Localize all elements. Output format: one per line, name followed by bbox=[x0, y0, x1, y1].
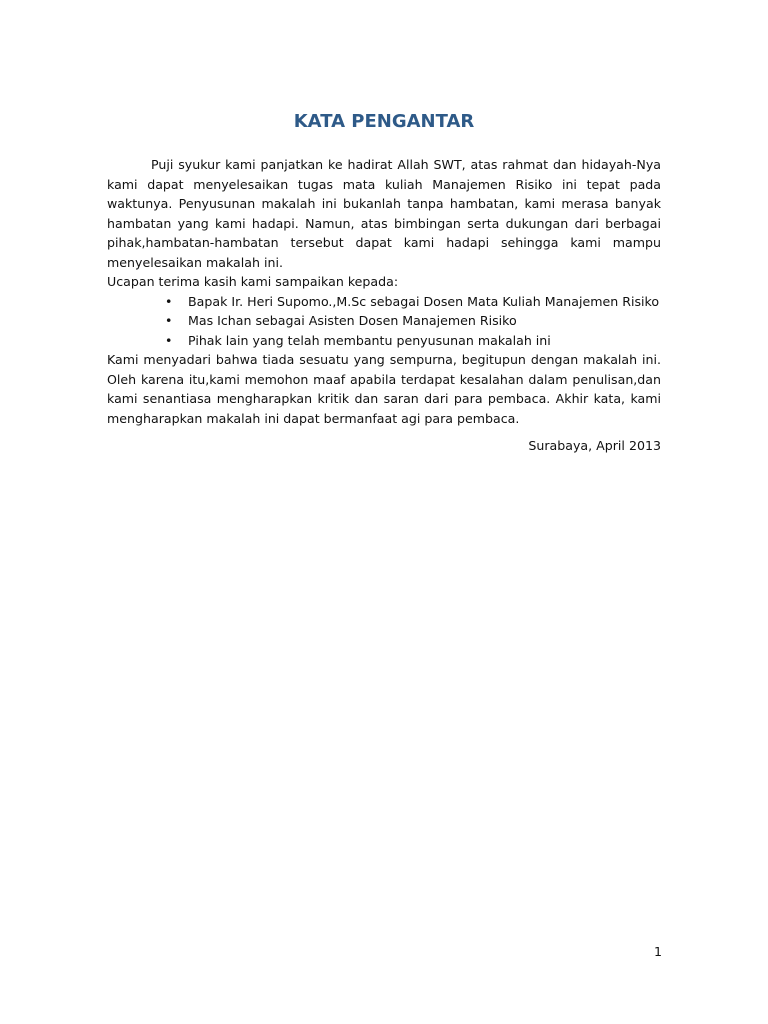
thanks-intro: Ucapan terima kasih kami sampaikan kepada: bbox=[107, 274, 399, 289]
closing-paragraph: Kami menyadari bahwa tiada sesuatu yang sempurna, begitupun dengan makalah ini. Oleh karena itu,kami memohon maaf apabila terdapat kesalahan dalam penulisan,dan kami senantiasa mengharapkan kritik dan saran dari para pembaca. Akhir kata, kami mengharapkan makalah ini dapat bermanfaat agi para pembaca. bbox=[107, 352, 661, 426]
thanks-list bbox=[107, 292, 661, 351]
list-item bbox=[107, 311, 661, 331]
bullet-icon: • bbox=[165, 313, 173, 328]
list-item-text: Mas Ichan sebagai Asisten Dosen Manajemen Risiko bbox=[188, 313, 517, 328]
page-title: KATA PENGANTAR bbox=[293, 111, 475, 132]
list-item-text: Pihak lain yang telah membantu penyusunan makalah ini bbox=[188, 332, 551, 348]
page-number: 1 bbox=[653, 944, 662, 959]
bullet-icon: • bbox=[165, 293, 173, 309]
list-item-text: Bapak Ir. Heri Supomo.,M.Sc sebagai Dosen Mata Kuliah Manajemen Risiko bbox=[188, 293, 660, 309]
place-date: Surabaya, April 2013 bbox=[528, 438, 661, 453]
document-body bbox=[107, 155, 661, 456]
bullet-icon: • bbox=[165, 332, 173, 348]
list-item bbox=[107, 331, 661, 351]
intro-paragraph: Puji syukur kami panjatkan ke hadirat Allah SWT, atas rahmat dan hidayah-Nya kami dapat menyelesaikan tugas mata kuliah Manajemen Risiko ini tepat pada waktunya. Penyusunan makalah ini bukanlah tanpa hambatan, kami merasa banyak hambatan yang kami hadapi. Namun, atas bimbingan serta dukungan dari berbagai pihak,hambatan-hambatan tersebut dapat kami hadapi sehingga kami mampu menyelesaikan makalah ini. bbox=[107, 157, 661, 270]
list-item bbox=[107, 292, 661, 312]
